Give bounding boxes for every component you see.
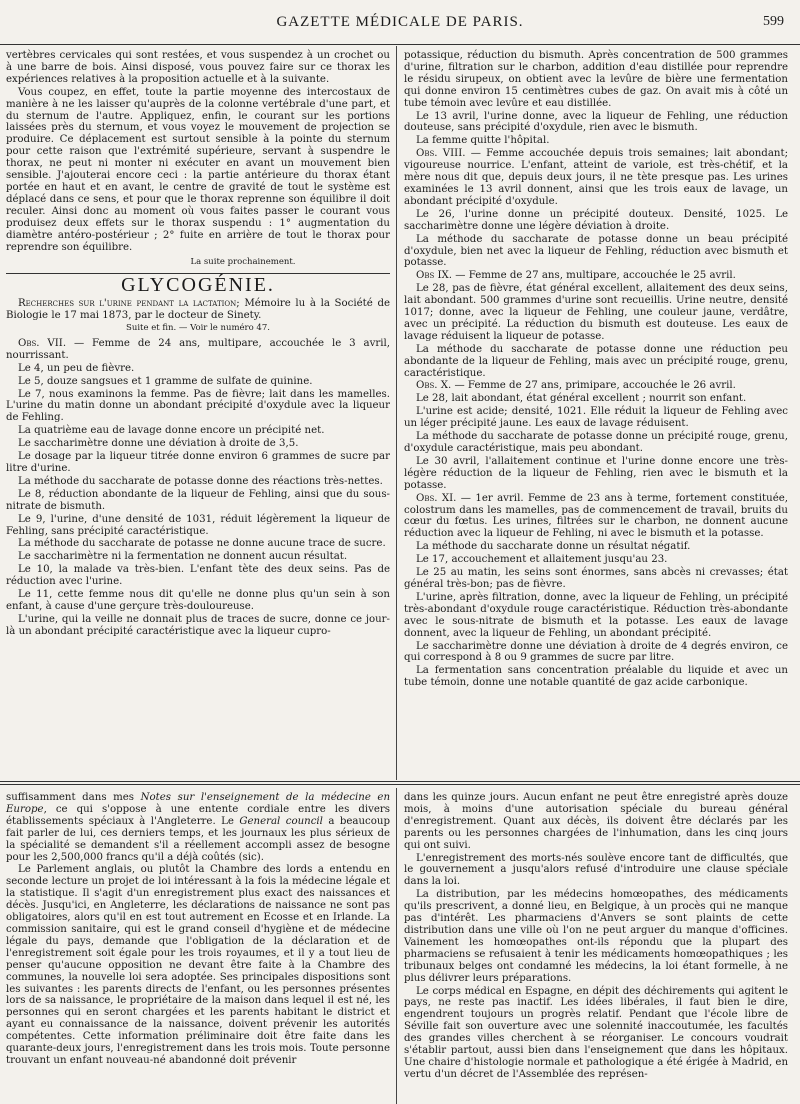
paragraph: Le 4, un peu de fièvre.: [18, 362, 135, 374]
column-right-top: [404, 50, 788, 690]
paragraph: La méthode du saccharate donne un résultat négatif.: [416, 541, 691, 553]
paragraph: vertèbres cervicales qui sont restées, et vous suspendez à un crochet ou à une barre de bois. Ainsi disposé, vous pouvez faire sur ce thorax les expériences relatives à la proposition actuelle et à la suivante.: [6, 50, 390, 85]
paragraph: Le dosage par la liqueur titrée donne environ 6 grammes de sucre par litre d'urine.: [6, 451, 390, 474]
observation-heading: [404, 270, 788, 282]
observation-heading: [404, 493, 788, 541]
paragraph: Le 11, cette femme nous dit qu'elle ne donne plus qu'un sein à son enfant, à cause d'une gerçure très-douloureuse.: [6, 589, 390, 612]
article-subheading: [6, 298, 390, 322]
observation-heading: [404, 380, 788, 392]
column-left-bottom: [6, 792, 390, 1068]
text-run: , ce qui s'oppose à une entente cordiale entre les divers établissements spéciaux à l'Angleterre. Le: [6, 803, 390, 827]
paragraph: La méthode du saccharate de potasse donne un beau précipité d'oxydule, bien net avec la liqueur de Fehling, réduction avec bismuth et potasse.: [404, 233, 788, 269]
paragraph: La méthode du saccharate de potasse donne des réactions très-nettes.: [18, 475, 383, 487]
paragraph: La distribution, par les médecins homœopathes, des médicaments qu'ils prescrivent, a donné lieu, en Belgique, à un procès qui ne manque pas d'intérêt. Les pharmaciens d'Anvers se sont plaints de cette distribution dans une ville où l'on ne peut arguer du manque d'officines. Vainement les homœopathes ont-ils répondu que la plupart des pharmaciens se refusaient à tenir les médicaments homœopathiques ; les tribunaux belges ont condamné les médecins, la loi étant formelle, à ne plus délivrer leurs préparations.: [404, 889, 788, 984]
observation-label: Obs. VIII.: [416, 148, 466, 160]
paragraph: Le 28, lait abondant, état général excellent ; nourrit son enfant.: [416, 393, 747, 405]
page-header: [0, 0, 800, 45]
paragraph: potassique, réduction du bismuth. Après concentration de 500 grammes d'urine, filtration sur le charbon, addition d'eau distillée pour reprendre le résidu sirupeux, on obtient avec la levûre de bière une fermentation qui donne environ 15 centimètres cubes de gaz. On avait mis à côté un tube témoin avec levûre et eau distillée.: [404, 50, 788, 109]
paragraph: La fermentation sans concentration préalable du liquide et avec un tube témoin, donne une notable quantité de gaz acide carbonique.: [404, 665, 788, 689]
italic-name: General council: [239, 815, 323, 827]
paragraph: Le 9, l'urine, d'une densité de 1031, réduit légèrement la liqueur de Fehling, sans précipité caractéristique.: [6, 513, 390, 537]
section-divider: [0, 781, 800, 782]
paragraph: La méthode du saccharate de potasse donne un précipité rouge, grenu, d'oxydule caractéristique, mais peu abondant.: [404, 431, 788, 454]
paragraph: Le 7, nous examinons la femme. Pas de fièvre; lait dans les mamelles. L'urine du matin donne un abondant précipité d'oxydule avec la liqueur de Fehling.: [6, 388, 390, 424]
paragraph: Vous coupez, en effet, toute la partie moyenne des intercostaux de manière à ne les laisser qu'auprès de la colonne vertébrale d'une part, et du sternum de l'autre. Appliquez, enfin, le courant sur les portions laissées près du sternum, et vous voyez le mouvement de projection se produire. Ce déplacement est surtout sensible à la pointe du sternum pour cette raison que l'extrémité supérieure, servant à suspendre le thorax, ne peut ni monter ni exécuter en avant un mouvement bien sensible. J'ajouterai encore ceci : la partie antérieure du thorax étant portée en haut et en avant, le centre de gravité de tout le système est déplacé dans ce sens, et pour que le thorax reprenne son équilibre il doit reculer. Ainsi donc au moment où vous faites passer le courant vous produisez deux effets sur le thorax suspendu : 1° augmentation du diamètre antéro-postérieur ; 2° fuite en arrière de tout le thorax pour reprendre son équilibre.: [6, 86, 390, 253]
paragraph: L'urine, après filtration, donne, avec la liqueur de Fehling, un précipité très-abondant d'oxydule rouge caractéristique. Réduction très-abondante avec le sous-nitrate de bismuth et la potasse. Les eaux de lavage donnent, avec la liqueur de Fehling, un abondant précipité.: [404, 591, 788, 639]
paragraph: Le saccharimètre donne une déviation à droite de 4 degrés environ, ce qui correspond à 8 ou 9 grammes de sucre par litre.: [404, 640, 788, 664]
paragraph: La méthode du saccharate de potasse donne une réduction peu abondante de la liqueur de Fehling, mais avec un précipité rouge, grenu, caractéristique.: [404, 343, 788, 379]
italic-title: Notes sur l'enseignement de la médecine en Europe: [6, 792, 391, 815]
column-left-top: [6, 50, 390, 639]
paragraph: dans les quinze jours. Aucun enfant ne peut être enregistré après douze mois, à moins d'une autorisation spéciale du bureau général d'enregistrement. Quant aux décès, ils doivent être déclarés par les parents ou les personnes chargées de l'inhumation, dans les cinq jours qui ont suivi.: [404, 792, 788, 851]
paragraph: [6, 792, 390, 863]
paragraph: L'urine, qui la veille ne donnait plus de traces de sucre, donne ce jour-là un abondant précipité caractéristique avec la liqueur cupro-: [6, 613, 390, 637]
observation-label: Obs. VII.: [18, 337, 67, 349]
paragraph: Le corps médical en Espagne, en dépit des déchirements qui agitent le pays, ne reste pas inactif. Les idées libérales, il faut bien le dire, engendrent toujours un progrès relatif. Pendant que l'école libre de Séville fait son ouverture avec une solennité inaccoutumée, les facultés des grandes villes cherchent à se réorganiser. Le concours voudrait s'établir partout, aussi bien dans l'enseignement que dans les hôpitaux. Une chaire d'histologie normale et pathologique a été érigée à Madrid, en vertu d'un décret de l'Assemblée des représen-: [404, 985, 789, 1080]
paragraph: La femme quitte l'hôpital.: [416, 135, 550, 147]
observation-heading: [6, 338, 390, 362]
column-right-bottom: [404, 792, 788, 1082]
paragraph: Le 26, l'urine donne un précipité douteux. Densité, 1025. Le saccharimètre donne une légère déviation à droite.: [404, 208, 788, 232]
column-divider-top: [396, 46, 397, 780]
observation-label: Obs IX.: [416, 270, 453, 282]
paragraph: L'urine est acide; densité, 1021. Elle réduit la liqueur de Fehling avec un léger précipité jaune. Les eaux de lavage réduisent.: [404, 406, 788, 430]
observation-text: — 1er avril. Femme de 23 ans à terme, fortement constituée, colostrum dans les mamelles, pas de commencement de travail, bruits du cœur du fœtus. Les urines, filtrées sur le charbon, ne donnent aucune réduction avec la liqueur de Fehling, ni avec le bismuth et la potasse.: [404, 492, 788, 540]
journal-title: GAZETTE MÉDICALE DE PARIS.: [276, 14, 524, 30]
observation-label: Obs. XI.: [416, 492, 457, 504]
subheading-title: Recherches sur l'urine pendant la lactation: [18, 298, 237, 310]
paragraph: Le 8, réduction abondante de la liqueur de Fehling, ainsi que du sous-nitrate de bismuth.: [6, 488, 390, 512]
section-divider-2: [0, 784, 800, 785]
page-number: 599: [763, 14, 784, 29]
continuation-note: Suite et fin. — Voir le numéro 47.: [126, 323, 270, 334]
section-title: GLYCOGÉNIE.: [121, 274, 275, 297]
observation-label: Obs. X.: [416, 380, 452, 392]
paragraph: Le Parlement anglais, ou plutôt la Chambre des lords a entendu en seconde lecture un projet de loi intéressant à la fois la médecine légale et la statistique. Il s'agit d'un enregistrement plus exact des naissances et décès. Jusqu'ici, en Angleterre, les déclarations de naissance ne sont pas obligatoires, alors qu'il en est tout autrement en Ecosse et en Irlande. La commission sanitaire, qui est le grand conseil d'hygiène et de médecine légale du pays, demande que l'obligation de la déclaration et de l'enregistrement soit égale pour les trois royaumes, et il y a tout lieu de penser qu'aucune opposition ne devant être faite à la Chambre des communes, la nouvelle loi sera adoptée. Ses principales dispositions sont les suivantes : les parents directs de l'enfant, ou les personnes présentes lors de sa naissance, le propriétaire de la maison dans lequel il est né, les personnes qui en seront chargées et les parents habitant le district et ayant eu connaissance de la naissance, doivent prévenir les autorités compétentes. Cette information préliminaire doit être faite dans les quarante-deux jours, l'enregistrement dans les trois mois. Toute personne trouvant un enfant nouveau-né abandonné doit prévenir: [6, 864, 390, 1066]
paragraph: Le saccharimètre donne une déviation à droite de 3,5.: [18, 438, 299, 450]
observation-text: — Femme de 27 ans, primipare, accouchée le 26 avril.: [451, 380, 736, 392]
paragraph: Le saccharimètre ni la fermentation ne donnent aucun résultat.: [18, 551, 348, 563]
observation-text: — Femme de 24 ans, multipare, accouchée le 3 avril, nourrissant.: [6, 337, 390, 361]
observation-heading: [404, 148, 788, 208]
paragraph: Le 13 avril, l'urine donne, avec la liqueur de Fehling, une réduction douteuse, sans précipité d'oxydule, rien avec le bismuth.: [404, 110, 788, 134]
subheading-rest: ; Mémoire lu à la Société de Biologie le 17 mai 1873, par le docteur de Sinety.: [6, 298, 390, 322]
column-divider-bottom: [396, 788, 397, 1104]
paragraph: Le 5, douze sangsues et 1 gramme de sulfate de quinine.: [18, 375, 313, 387]
paragraph: Le 25 au matin, les seins sont énormes, sans abcès ni crevasses; état général très-bon; pas de fièvre.: [404, 567, 788, 590]
paragraph: Le 17, accouchement et allaitement jusqu'au 23.: [416, 554, 668, 566]
to-be-continued: La suite prochainement.: [190, 257, 296, 268]
paragraph: Le 30 avril, l'allaitement continue et l'urine donne encore une très-légère réduction de la liqueur de Fehling, rien avec le bismuth et la potasse.: [404, 455, 788, 491]
observation-text: — Femme accouchée depuis trois semaines; lait abondant; vigoureuse nourrice. L'enfant, atteint de variole, est très-chétif, et la mère nous dit que, depuis deux jours, il ne tète presque pas. Les urines examinées le 13 avril donnent, ainsi que les trois eaux de lavage, un abondant précipité d'oxydule.: [404, 148, 788, 207]
paragraph: Le 28, pas de fièvre, état général excellent, allaitement des deux seins, lait abondant. 500 grammes d'urine sont recueillis. Urine neutre, densité 1017; donne, avec la liqueur de Fehling, une couleur jaune, verdâtre, avec un précipité. La réduction du bismuth est douteuse. Les eaux de lavage réduisent la liqueur de potasse.: [404, 283, 788, 342]
paragraph: Le 10, la malade va très-bien. L'enfant tète des deux seins. Pas de réduction avec l'urine.: [6, 564, 390, 588]
paragraph: L'enregistrement des morts-nés soulève encore tant de difficultés, que le gouvernement a jusqu'alors refusé d'introduire une clause spéciale dans la loi.: [404, 852, 788, 888]
paragraph: La quatrième eau de lavage donne encore un précipité net.: [18, 425, 325, 437]
observation-text: — Femme de 27 ans, multipare, accouchée le 25 avril.: [452, 270, 736, 282]
text-run: suffisamment dans mes: [6, 792, 141, 803]
text-run: a beaucoup fait parler de lui, ces derniers temps, et les journaux les plus sérieux de la spécialité se demandent s'il a réellement accompli assez de besogne pour les 2,500,000 francs qu'il a déjà coûtés (sic).: [6, 815, 390, 863]
paragraph: La méthode du saccharate de potasse ne donne aucune trace de sucre.: [18, 538, 386, 550]
